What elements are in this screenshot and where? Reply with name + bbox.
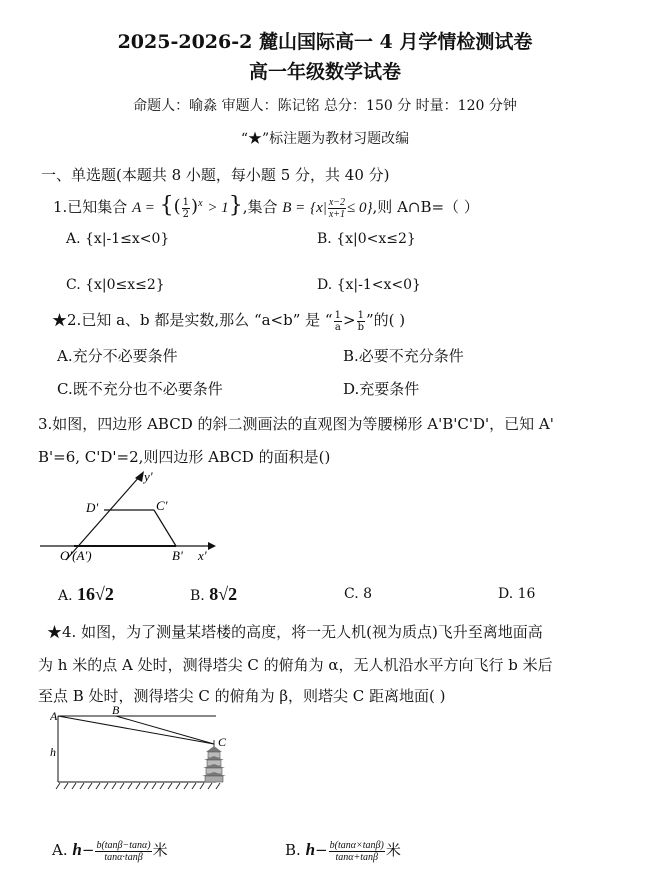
q2-fraction-1: $\frac{1}{a}$ xyxy=(334,309,341,333)
q1-set-b-label: B = xyxy=(282,200,306,216)
brace-left: { xyxy=(159,193,174,218)
q1-set-b-close: ≤ 0} xyxy=(347,200,373,216)
label-y: y' xyxy=(144,469,153,484)
q4-line-1: ★4. 如图，为了测量某塔楼的高度，将一无人机(视为质点)飞升至离地面高 xyxy=(47,623,543,641)
q3-option-c: C. 8 xyxy=(344,586,373,602)
q3-option-b-value: 8√2 xyxy=(209,584,238,604)
q3-trapezoid-figure xyxy=(36,466,226,571)
exam-authors: 命题人：喻淼 审题人：陈记铭 总分：150 分 时量：120 分钟 xyxy=(133,98,517,114)
label-x: x' xyxy=(198,548,207,563)
label-b: B xyxy=(112,706,120,717)
q1-set-a-condition: > 1 xyxy=(207,200,229,216)
label-a: A xyxy=(50,709,58,723)
label-c: C' xyxy=(156,498,168,513)
q1-option-b: B. {x|0<x≤2} xyxy=(317,231,416,247)
q1-lead: 1.已知集合 xyxy=(53,198,128,216)
paren-left: ( xyxy=(173,196,181,217)
x-axis-arrow-icon xyxy=(208,542,216,550)
ground-hatch xyxy=(56,783,220,789)
q4-option-a-fraction: $\frac{b(\tan\beta-\tan\alpha)}{\tan\alpha\cdot\tan\beta}$ xyxy=(96,839,151,863)
q4-option-b: B. h− $\frac{b(\tan\alpha\times\tan\beta)}{\tan\alpha+\tan\beta}$ 米 xyxy=(285,839,401,863)
question-2 xyxy=(52,306,405,334)
q1-tail: ,则 A∩B=（ ） xyxy=(372,198,479,216)
trapezoid-right-edge xyxy=(154,510,176,546)
q1-mid: ,集合 xyxy=(242,198,278,216)
q1-option-a: A. {x|-1≤x<0} xyxy=(66,231,170,247)
section-heading: 一、单选题(本题共 8 小题，每小题 5 分，共 40 分) xyxy=(41,166,390,184)
label-h: h xyxy=(50,745,56,759)
q2-option-c: C.既不充分也不必要条件 xyxy=(57,380,223,398)
q2-option-b: B.必要不充分条件 xyxy=(343,347,464,365)
q2-text-after: ”的( ) xyxy=(365,311,406,329)
star-note: “★”标注题为教材习题改编 xyxy=(240,131,410,147)
q4-option-b-fraction: $\frac{b(\tan\alpha\times\tan\beta)}{\tan\alpha+\tan\beta}$ xyxy=(329,839,384,863)
q1-b-fraction: $\frac{x-2}{x+1}$ xyxy=(328,196,346,220)
q3-option-a-value: 16√2 xyxy=(77,584,114,604)
q2-greater: > xyxy=(342,311,356,329)
label-c: C xyxy=(218,735,227,749)
label-d: D' xyxy=(86,500,99,515)
exam-title: 2025-2026-2 麓山国际高一 4 月学情检测试卷 xyxy=(117,31,533,53)
q2-fraction-2: $\frac{1}{b}$ xyxy=(357,309,364,333)
q4-line-2: 为 h 米的点 A 处时，测得塔尖 C 的俯角为 α，无人机沿水平方向飞行 b 米后 xyxy=(38,656,553,674)
q3-line-2: B'=6, C'D'=2,则四边形 ABCD 的面积是() xyxy=(38,448,331,466)
q1-option-d: D. {x|-1<x<0} xyxy=(317,277,421,293)
q3-option-d: D. 16 xyxy=(498,586,536,602)
star-icon: ★ xyxy=(52,311,68,329)
star-icon: ★ xyxy=(47,623,63,641)
q1-set-a-label: A = xyxy=(132,200,155,216)
q3-option-a: A. 16√2 xyxy=(58,584,114,604)
exam-subtitle: 高一年级数学试卷 xyxy=(248,61,401,83)
q1-half-fraction: $\frac{1}{2}$ xyxy=(182,196,190,220)
q2-text-before: 2.已知 a、b 都是实数,那么 “a<b” 是 “ xyxy=(67,311,333,329)
q1-exponent: x xyxy=(198,198,203,209)
q4-drone-figure xyxy=(50,706,240,806)
q1-option-c: C. {x|0≤x≤2} xyxy=(66,277,165,293)
question-1 xyxy=(53,190,479,218)
q3-line-1: 3.如图，四边形 ABCD 的斜二测画法的直观图为等腰梯形 A'B'C'D'，已知 A' xyxy=(38,415,554,433)
q1-set-b-open: {x| xyxy=(310,200,327,216)
q2-option-a: A.充分不必要条件 xyxy=(57,347,178,365)
label-b: B' xyxy=(172,548,183,563)
paren-right: ) xyxy=(191,196,199,217)
brace-right: } xyxy=(228,193,243,218)
label-o: O'(A') xyxy=(60,548,92,563)
sight-line-b xyxy=(116,716,214,744)
q2-option-d: D.充要条件 xyxy=(343,380,420,398)
sight-line-a xyxy=(58,716,214,744)
q4-line-3: 至点 B 处时，测得塔尖 C 的俯角为 β，则塔尖 C 距离地面( ) xyxy=(38,687,446,705)
q3-option-b: B. 8√2 xyxy=(190,584,238,604)
q4-option-a: A. h− $\frac{b(\tan\beta-\tan\alpha)}{\tan\alpha\cdot\tan\beta}$ 米 xyxy=(52,839,168,863)
